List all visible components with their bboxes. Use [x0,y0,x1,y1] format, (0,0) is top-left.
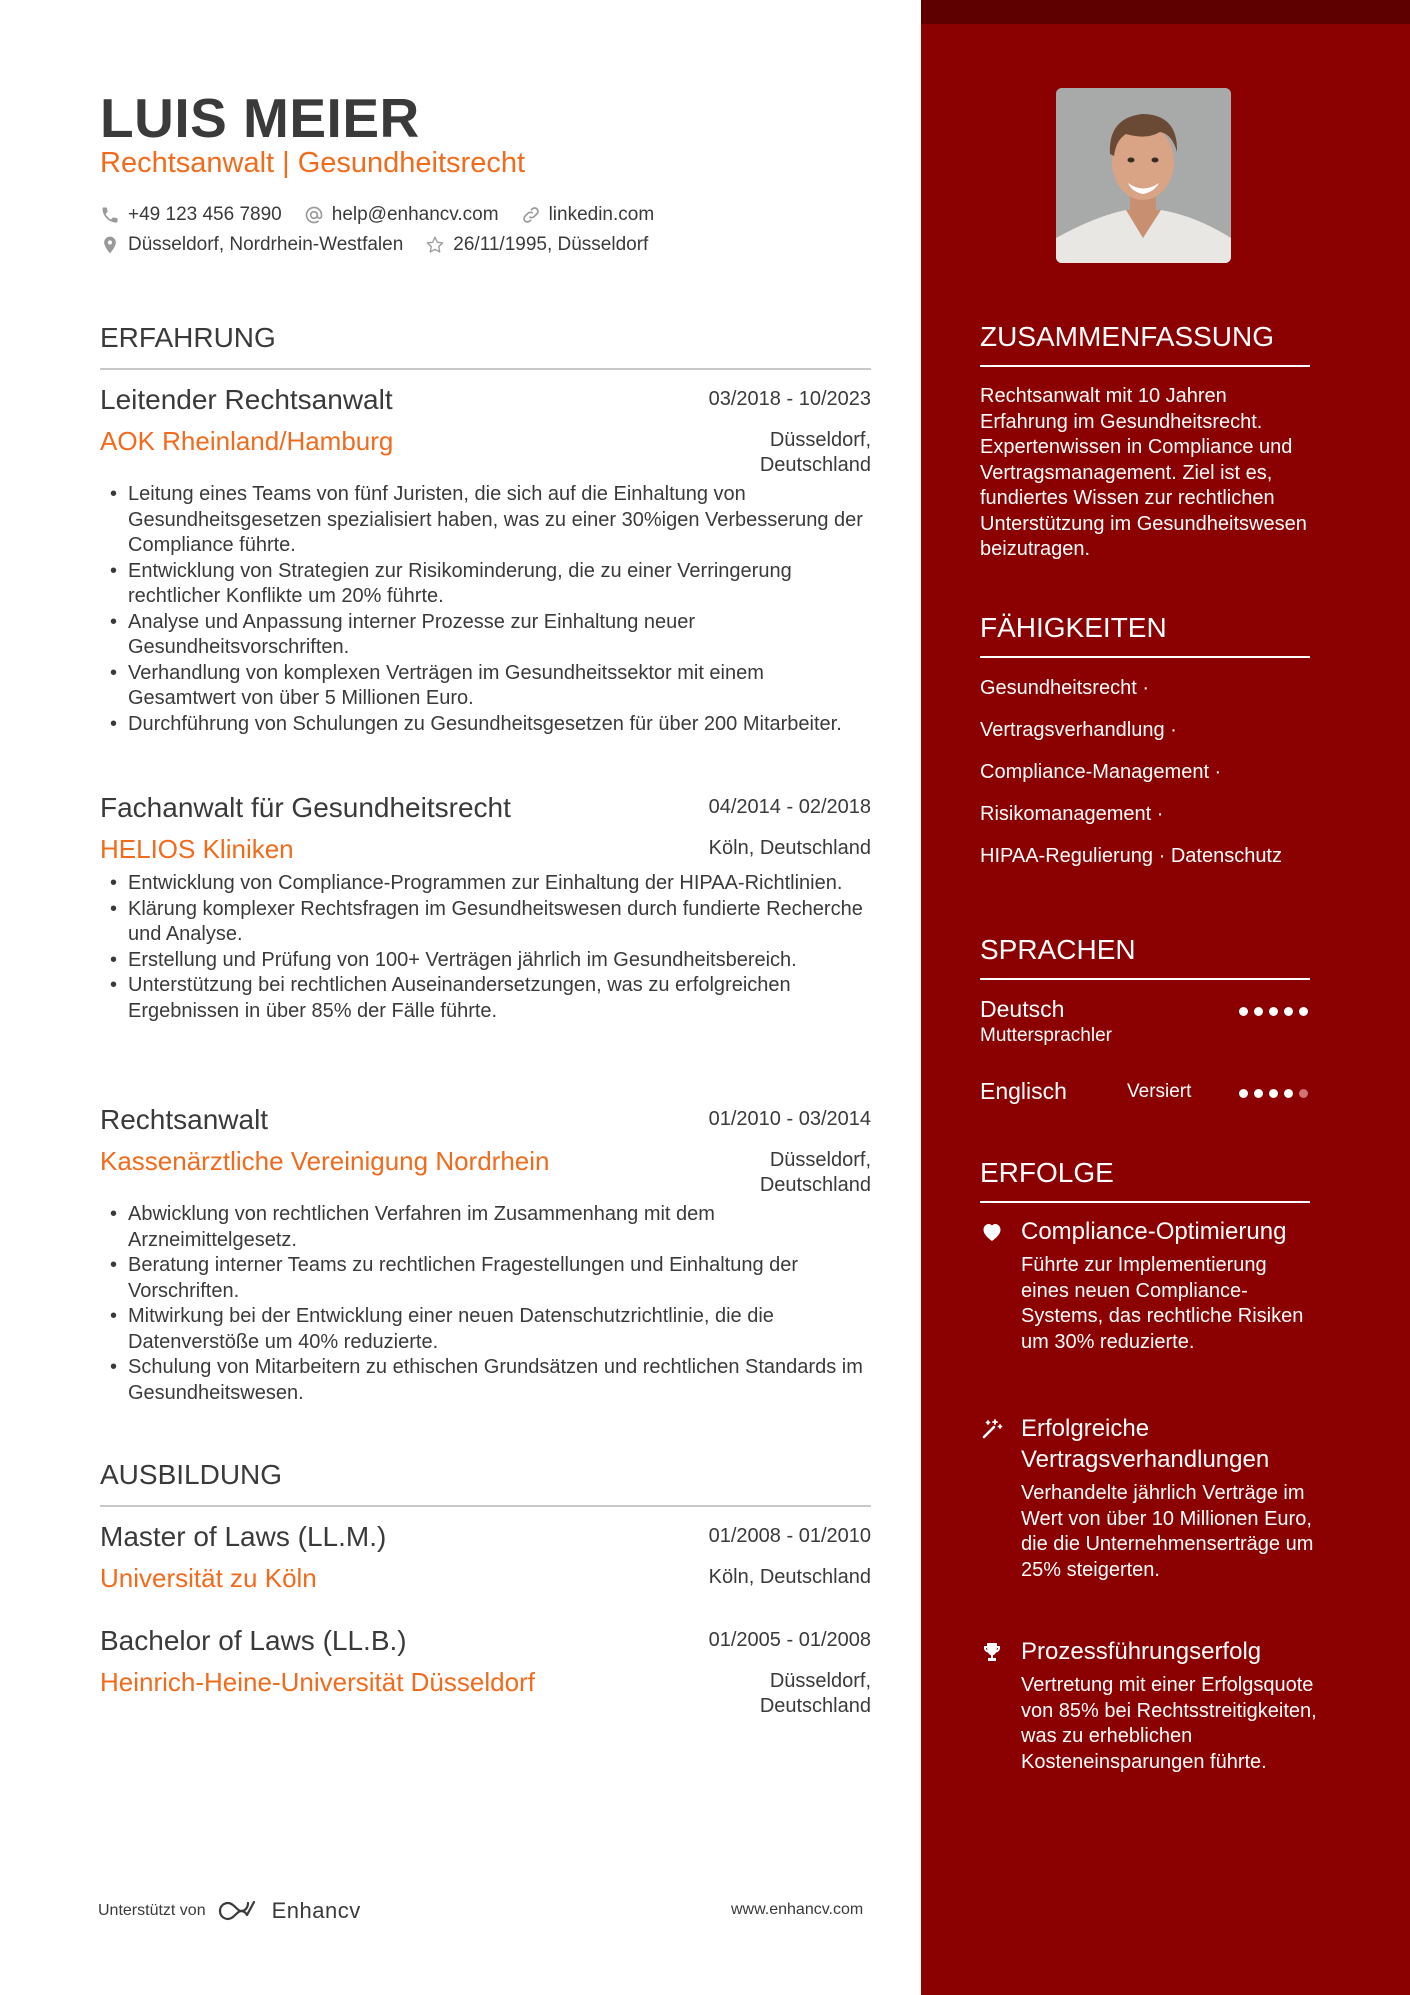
experience-section-title: ERFAHRUNG [100,322,871,370]
job-bullets [100,1202,871,1406]
job-date: 03/2018 - 10/2023 [708,388,871,410]
education-location: Köln, Deutschland [708,1566,871,1588]
job-bullets [100,871,871,1024]
link-icon [521,205,541,225]
bullet-item: • Mitwirkung bei der Entwicklung einer neuen Datenschutzrichtlinie, die die Datenverstöße um 40% reduzierte. [100,1304,871,1355]
education-school: Universität zu Köln [100,1563,317,1593]
phone-text: +49 123 456 7890 [128,204,282,225]
language-entry [980,1078,1310,1105]
contact-row-2 [100,234,670,256]
birth-text: 26/11/1995, Düsseldorf [453,234,649,255]
achievement-desc: Führte zur Implementierung eines neuen Compliance-Systems, das rechtliche Risiken um 30% reduzierte. [1021,1254,1304,1353]
rating-dot-filled [1239,1007,1248,1016]
language-name: Deutsch [980,996,1065,1022]
sidebar [921,0,1410,1995]
location-contact [100,234,403,256]
job-location: Düsseldorf, Deutschland [759,429,871,476]
job-bullets [100,482,871,737]
bullet-item: • Schulung von Mitarbeitern zu ethischen Grundsätzen und rechtlichen Standards im Gesundheitswesen. [100,1355,871,1406]
job-company: Kassenärztliche Vereinigung Nordrhein [100,1146,550,1176]
bullet-item: • Entwicklung von Compliance-Programmen zur Einhaltung der HIPAA-Richtlinien. [100,871,871,897]
summary-section-title: ZUSAMMENFASSUNG [980,321,1310,367]
job-company: AOK Rheinland/Hamburg [100,426,394,456]
languages-section-title: SPRACHEN [980,934,1310,980]
magic-wand-icon [980,1417,1004,1441]
star-icon [425,235,445,255]
map-pin-icon [100,235,120,255]
email-text[interactable]: help@enhancv.com [331,204,499,225]
job-date: 04/2014 - 02/2018 [708,796,871,818]
candidate-name: LUIS MEIER [100,87,420,149]
education-entry [100,1625,871,1719]
job-entry [100,1104,871,1406]
skill-row: Gesundheitsrecht · [980,677,1149,699]
contact-row-1 [100,204,676,226]
education-degree: Bachelor of Laws (LL.B.) [100,1625,407,1656]
bullet-item: • Leitung eines Teams von fünf Juristen, die sich auf die Einhaltung von Gesundheitsgesetzen spezialisiert haben, was zu einer 30%igen Verbesserung der Compliance führte. [100,482,871,559]
achievement-entry [980,1413,1320,1583]
bullet-item: • Durchführung von Schulungen zu Gesundheitsgesetzen für über 200 Mitarbeiter. [100,712,871,738]
powered-by-label: Unterstützt von [98,1902,206,1919]
bullet-item: • Verhandlung von komplexen Verträgen im Gesundheitssektor mit einem Gesamtwert von über 5 Millionen Euro. [100,661,871,712]
job-location: Köln, Deutschland [708,837,871,859]
location-text: Düsseldorf, Nordrhein-Westfalen [128,234,404,255]
rating-dot-filled [1269,1007,1278,1016]
education-section-title: AUSBILDUNG [100,1459,871,1507]
avatar-icon [1056,88,1231,263]
bullet-item: • Entwicklung von Strategien zur Risikominderung, die zu einer Verringerung rechtlicher Konflikte um 20% führte. [100,559,871,610]
rating-dot-filled [1254,1007,1263,1016]
phone-icon [100,205,120,225]
powered-by [98,1898,361,1924]
bullet-item: • Analyse und Anpassung interner Prozesse zur Einhaltung neuer Gesundheitsvorschriften. [100,610,871,661]
rating-dot-empty [1299,1089,1308,1098]
skill-row: Risikomanagement · [980,803,1164,825]
education-date: 01/2005 - 01/2008 [708,1629,871,1651]
rating-dot-filled [1239,1089,1248,1098]
job-entry [100,384,871,737]
birth-contact [425,234,648,256]
skill-row: HIPAA-Regulierung · Datenschutz [980,845,1282,867]
bullet-item: • Klärung komplexer Rechtsfragen im Gesundheitswesen durch fundierte Recherche und Analyse. [100,897,871,948]
profile-photo [1056,88,1231,263]
rating-dot-filled [1299,1007,1308,1016]
job-date: 01/2010 - 03/2014 [708,1108,871,1130]
website-link[interactable]: www.enhancv.com [731,1901,864,1918]
bullet-item: • Abwicklung von rechtlichen Verfahren im Zusammenhang mit dem Arzneimittelgesetz. [100,1202,871,1253]
enhancv-brand: Enhancv [271,1898,361,1923]
sidebar-top-strip [921,0,1410,24]
job-role: Fachanwalt für Gesundheitsrecht [100,792,511,823]
achievement-entry [980,1216,1320,1355]
education-school: Heinrich-Heine-Universität Düsseldorf [100,1667,535,1697]
language-name: Englisch [980,1078,1067,1104]
trophy-icon [980,1640,1004,1664]
candidate-title: Rechtsanwalt | Gesundheitsrecht [100,147,526,179]
job-role: Rechtsanwalt [100,1104,269,1135]
rating-dot-filled [1254,1089,1263,1098]
job-company: HELIOS Kliniken [100,834,294,864]
heart-icon [980,1220,1004,1244]
linkedin-contact[interactable] [521,204,655,226]
job-location: Düsseldorf, Deutschland [759,1149,871,1196]
bullet-item: • Beratung interner Teams zu rechtlichen Fragestellungen und Einhaltung der Vorschriften. [100,1253,871,1304]
enhancv-logo-icon [216,1898,266,1924]
achievement-title: Compliance-Optimierung [1021,1218,1287,1245]
email-contact[interactable] [304,204,499,226]
skills-list [980,674,1320,884]
achievement-title: Erfolgreiche Vertragsverhandlungen [1021,1415,1270,1473]
language-level: Muttersprachler [980,1025,1112,1046]
job-role: Leitender Rechtsanwalt [100,384,393,415]
rating-dot-filled [1269,1089,1278,1098]
summary-text: Rechtsanwalt mit 10 Jahren Erfahrung im Gesundheitsrecht. Expertenwissen in Compliance und Vertragsmanagement. Ziel ist es, fundiertes Wissen zur rechtlichen Unterstützung im Gesundheitswesen beizutragen. [980,385,1307,560]
language-entry [980,996,1310,1047]
education-degree: Master of Laws (LL.M.) [100,1521,387,1552]
bullet-item: • Unterstützung bei rechtlichen Auseinandersetzungen, was zu erfolgreichen Ergebnissen in über 85% der Fälle führte. [100,973,871,1024]
language-rating [1233,1007,1308,1016]
at-icon [304,205,324,225]
skill-row: Compliance-Management · [980,761,1222,783]
achievement-entry [980,1636,1320,1775]
education-entry [100,1521,871,1594]
achievement-desc: Vertretung mit einer Erfolgsquote von 85% bei Rechtsstreitigkeiten, was zu erheblichen Kosteneinsparungen führte. [1021,1674,1317,1773]
education-date: 01/2008 - 01/2010 [708,1525,871,1547]
language-rating [1233,1089,1308,1098]
bullet-item: • Erstellung und Prüfung von 100+ Verträgen jährlich im Gesundheitsbereich. [100,948,871,974]
phone-contact [100,204,282,226]
skills-section-title: FÄHIGKEITEN [980,612,1310,658]
education-location: Düsseldorf, Deutschland [759,1670,871,1717]
rating-dot-filled [1284,1007,1293,1016]
job-entry [100,792,871,1024]
achievement-desc: Verhandelte jährlich Verträge im Wert von über 10 Millionen Euro, die die Unternehmenserträge um 25% steigerten. [1021,1482,1314,1581]
linkedin-text[interactable]: linkedin.com [548,204,655,225]
achievement-title: Prozessführungserfolg [1021,1638,1262,1665]
skill-row: Vertragsverhandlung · [980,719,1177,741]
language-level: Versiert [1127,1081,1192,1102]
achievements-section-title: ERFOLGE [980,1157,1310,1203]
rating-dot-filled [1284,1089,1293,1098]
